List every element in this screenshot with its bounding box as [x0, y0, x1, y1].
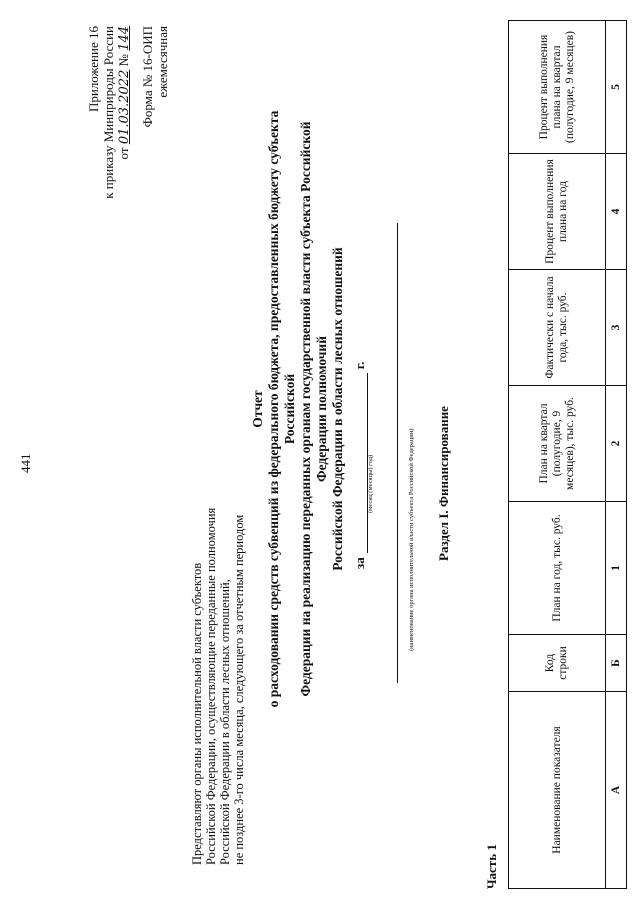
region-blank-line: [397, 223, 398, 683]
table-header-cell: Код строки: [509, 635, 606, 692]
appendix-from-prefix: от: [116, 147, 131, 160]
appendix-date: 01.03.2022: [117, 69, 132, 145]
table-header-cell: Фактически с начала года, тыс. руб.: [509, 270, 606, 386]
table-header-cell: Наименование показателя: [509, 692, 606, 889]
period-caption: (месяц (месяцы) год): [367, 454, 374, 513]
table-header-cell: План на год, тыс. руб.: [509, 502, 606, 635]
appendix-title: Приложение 16: [86, 26, 101, 113]
region-caption: (наименование органа исполнительной власти субъекта Российской Федерации): [408, 428, 415, 651]
table-index-cell: 3: [606, 270, 627, 386]
table-index-cell: А: [606, 692, 627, 889]
appendix-number: 144: [117, 26, 132, 51]
submitters-line: Представляют органы исполнительной власти субъектов: [190, 562, 204, 865]
appendix-reference: [86, 26, 132, 199]
report-period: [352, 362, 368, 569]
report-heading: Отчет: [250, 390, 265, 428]
section-title: Раздел I. Финансирование: [436, 406, 451, 561]
submitters-line: Российской Федерации в области лесных отношений,: [218, 579, 232, 865]
form-periodicity: ежемесячная: [155, 26, 170, 98]
page-number: 441: [18, 453, 33, 473]
appendix-order: к приказу Минприроды России: [101, 26, 116, 199]
table-index-cell: 1: [606, 502, 627, 635]
submitters-note: [190, 465, 246, 865]
submitters-line: Российской Федерации, осуществляющие переданные полномочия: [204, 507, 218, 865]
appendix-number-prefix: №: [116, 54, 131, 67]
period-suffix: г.: [352, 361, 367, 370]
period-prefix: за: [352, 557, 367, 569]
table-header-row: [509, 21, 606, 889]
part-label: Часть 1: [484, 844, 499, 889]
table-index-cell: 5: [606, 21, 627, 154]
table-index-cell: Б: [606, 635, 627, 692]
report-title-line: Российской Федерации в области лесных отношений: [330, 247, 345, 571]
table-header-cell: План на квартал (полугодие, 9 месяцев), тыс. руб.: [509, 386, 606, 502]
report-title-line: о расходовании средств субвенций из федерального бюджета, предоставленных бюджету субъекта Российской: [266, 110, 297, 708]
report-title: [250, 99, 346, 719]
table-header-cell: Процент выполнения плана на квартал (полугодие, 9 месяцев): [509, 21, 606, 154]
table-index-cell: 4: [606, 154, 627, 270]
form-info: [140, 26, 170, 127]
table-index-row: [606, 21, 627, 889]
report-title-line: Федерации на реализацию переданных органам государственной власти субъекта Российской Федерации полномочий: [298, 121, 329, 697]
appendix-date-line: [116, 26, 132, 199]
financing-table: [508, 20, 627, 889]
table-header-cell: Процент выполнения плана на год: [509, 154, 606, 270]
submitters-line: не позднее 3-го числа месяца, следующего за отчетным периодом: [232, 514, 246, 865]
table-index-cell: 2: [606, 386, 627, 502]
form-number: Форма № 16-ОИП: [140, 26, 155, 128]
